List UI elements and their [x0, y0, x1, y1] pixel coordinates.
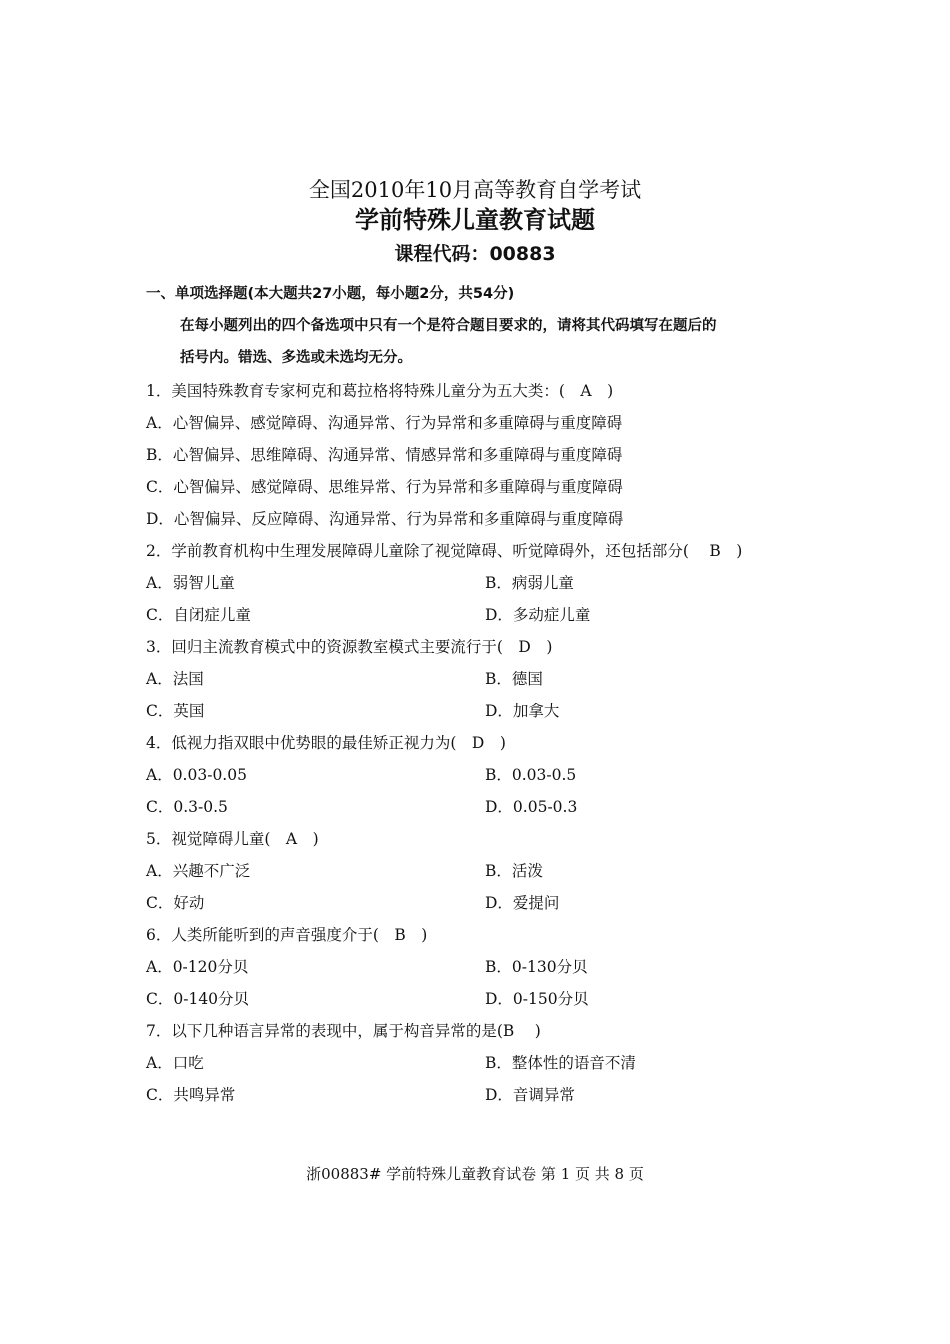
option: A．兴趣不广泛: [146, 862, 251, 880]
option: D．多动症儿童: [485, 606, 591, 624]
instruction-line-1: 在每小题列出的四个备选项中只有一个是符合题目要求的，请将其代码填写在题后的: [180, 318, 717, 334]
option: C．0.3-0.5: [146, 798, 228, 816]
option: D．0.05-0.3: [485, 798, 578, 816]
option: C．自闭症儿童: [146, 606, 251, 624]
question-list: [146, 379, 846, 1115]
option-row: [146, 859, 846, 891]
option: A．0-120分贝: [146, 958, 249, 976]
option: A．弱智儿童: [146, 574, 235, 592]
option: C．心智偏异、感觉障碍、思维异常、行为异常和多重障碍与重度障碍: [146, 478, 623, 496]
option-row: [146, 667, 846, 699]
option: D．爱提问: [485, 894, 560, 912]
option: D．0-150分贝: [485, 990, 589, 1008]
exam-title: 全国2010年10月高等教育自学考试: [308, 178, 642, 202]
option: B．德国: [485, 670, 543, 688]
course-code: 课程代码：00883: [394, 243, 556, 265]
option-row: [146, 955, 846, 987]
option: C．0-140分贝: [146, 990, 250, 1008]
question-stem: 1．美国特殊教育专家柯克和葛拉格将特殊儿童分为五大类：( A ): [146, 382, 614, 400]
option-row: [146, 763, 846, 795]
option: B．整体性的语音不清: [485, 1054, 636, 1072]
option: C．好动: [146, 894, 205, 912]
option-row: [146, 987, 846, 1019]
option: C．英国: [146, 702, 205, 720]
option-row: [146, 891, 846, 923]
question-stem: 3．回归主流教育模式中的资源教室模式主要流行于( D ): [146, 638, 553, 656]
option-row: [146, 1051, 846, 1083]
option: D．心智偏异、反应障碍、沟通异常、行为异常和多重障碍与重度障碍: [146, 510, 624, 528]
option: B．0.03-0.5: [485, 766, 577, 784]
option-row: [146, 795, 846, 827]
subject-title: 学前特殊儿童教育试题: [355, 206, 595, 234]
question-stem: 5．视觉障碍儿童( A ): [146, 830, 319, 848]
option: A．法国: [146, 670, 204, 688]
option-row: [146, 571, 846, 603]
option: A．心智偏异、感觉障碍、沟通异常、行为异常和多重障碍与重度障碍: [146, 414, 623, 432]
option: B．活泼: [485, 862, 543, 880]
option: D．加拿大: [485, 702, 560, 720]
option: A．0.03-0.05: [146, 766, 247, 784]
section-heading: 一、单项选择题(本大题共27小题，每小题2分，共54分): [146, 286, 515, 302]
page-footer: 浙00883# 学前特殊儿童教育试卷 第 1 页 共 8 页: [306, 1165, 644, 1183]
option-row: [146, 603, 846, 635]
option: B．0-130分贝: [485, 958, 588, 976]
question-stem: 6．人类所能听到的声音强度介于( B ): [146, 926, 428, 944]
option: D．音调异常: [485, 1086, 575, 1104]
question-stem: 4．低视力指双眼中优势眼的最佳矫正视力为( D ): [146, 734, 506, 752]
instruction-line-2: 括号内。错选、多选或未选均无分。: [180, 350, 412, 366]
question-stem: 2．学前教育机构中生理发展障碍儿童除了视觉障碍、听觉障碍外，还包括部分( B ): [146, 542, 743, 560]
option: B．病弱儿童: [485, 574, 574, 592]
option: B．心智偏异、思维障碍、沟通异常、情感异常和多重障碍与重度障碍: [146, 446, 623, 464]
option: C．共鸣异常: [146, 1086, 236, 1104]
option-row: [146, 1083, 846, 1115]
question-stem: 7．以下几种语言异常的表现中，属于构音异常的是(B ): [146, 1022, 541, 1040]
option: A．口吃: [146, 1054, 204, 1072]
option-row: [146, 699, 846, 731]
